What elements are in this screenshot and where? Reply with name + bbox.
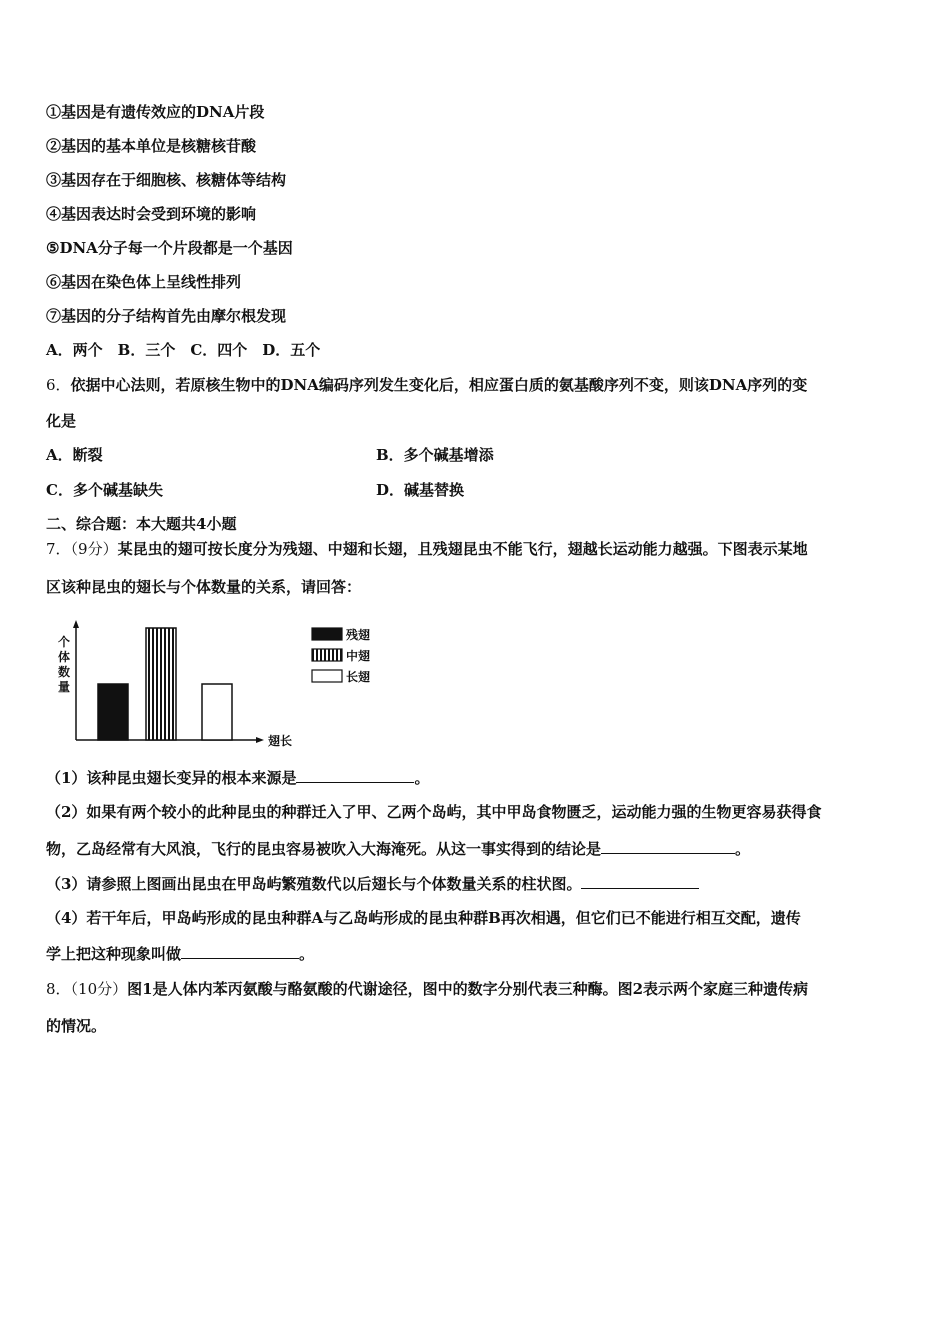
statement-7: ⑦基因的分子结构首先由摩尔根发现 (46, 307, 287, 325)
q6-option-d: D．碱基替换 (376, 481, 465, 499)
q6-option-c: C．多个碱基缺失 (46, 481, 163, 499)
legend-label-2: 中翅 (346, 649, 371, 663)
q7-sub2-line1: （2）如果有两个较小的此种昆虫的种群迁入了甲、乙两个岛屿，其中甲岛食物匮乏，运动能力强的生物更容易获得食 (46, 803, 822, 821)
legend-swatch-1 (312, 628, 342, 640)
q7-stem-line2: 区该种昆虫的翅长与个体数量的关系，请回答： (46, 578, 362, 596)
q7-number: 7． (46, 540, 71, 558)
q6-number: 6． (46, 376, 71, 394)
q6-stem-line1 (46, 375, 807, 395)
q7-sub1-text: （1）该种昆虫翅长变异的根本来源是 (46, 769, 297, 787)
wing-length-chart-svg (52, 614, 392, 754)
q7-stem-line1 (46, 539, 808, 559)
legend-swatch-3 (312, 670, 342, 682)
q7-score: （9分） (70, 540, 118, 558)
bar-1 (98, 684, 128, 740)
q7-sub3-text: （3）请参照上图画出昆虫在甲岛屿繁殖数代以后翅长与个体数量关系的柱状图。 (46, 875, 582, 893)
q7-sub4-line1: （4）若干年后，甲岛屿形成的昆虫种群A与乙岛屿形成的昆虫种群B再次相遇，但它们已不能进行相互交配，遗传 (46, 909, 801, 927)
q7-sub2-line2 (46, 839, 750, 859)
q8-stem-text: 图1是人体内苯丙氨酸与酪氨酸的代谢途径，图中的数字分别代表三种酶。图2表示两个家庭三种遗传病 (127, 980, 809, 998)
q7-sub4-text: 学上把这种现象叫做 (46, 945, 182, 963)
q7-stem-text: 某昆虫的翅可按长度分为残翅、中翅和长翅，且残翅昆虫不能飞行，翅越长运动能力越强。下图表示某地 (117, 540, 808, 558)
q6-option-a: A．断裂 (46, 446, 103, 464)
x-axis-arrow (256, 737, 264, 743)
statement-5: ⑤DNA分子每一个片段都是一个基因 (46, 239, 293, 257)
q7-sub1 (46, 768, 429, 788)
q7-sub1-answer-blank[interactable] (296, 768, 414, 783)
q7-sub2-end: 。 (735, 840, 751, 858)
q5-options: A．两个 B．三个 C．四个 D．五个 (46, 341, 321, 359)
q8-stem-line1 (46, 979, 808, 999)
q8-stem-line2: 的情况。 (46, 1017, 107, 1035)
y-axis-arrow (73, 620, 79, 628)
q7-sub2-answer-blank[interactable] (601, 839, 735, 854)
statement-6: ⑥基因在染色体上呈线性排列 (46, 273, 242, 291)
q7-sub2-text: 物，乙岛经常有大风浪，飞行的昆虫容易被吹入大海淹死。从这一事实得到的结论是 (46, 840, 602, 858)
statement-2: ②基因的基本单位是核糖核苷酸 (46, 137, 257, 155)
q6-stem-text: 依据中心法则，若原核生物中的DNA编码序列发生变化后，相应蛋白质的氨基酸序列不变，则该DNA序列的变 (70, 376, 808, 394)
q7-sub1-end: 。 (414, 769, 430, 787)
legend-label-1: 残翅 (346, 628, 371, 642)
statement-3: ③基因存在于细胞核、核糖体等结构 (46, 171, 287, 189)
q6-option-b: B．多个碱基增添 (376, 446, 494, 464)
q6-stem-line2: 化是 (46, 412, 77, 430)
x-axis-label: 翅长 (268, 734, 293, 748)
statement-4: ④基因表达时会受到环境的影响 (46, 205, 257, 223)
q8-score: （10分） (70, 980, 128, 998)
section2-title: 二、综合题：本大题共4小题 (46, 515, 237, 533)
statement-1: ①基因是有遗传效应的DNA片段 (46, 103, 265, 121)
legend-swatch-2 (312, 649, 342, 661)
q7-sub4-line2 (46, 944, 314, 964)
legend-label-3: 长翅 (346, 670, 371, 684)
q8-number: 8． (46, 980, 71, 998)
bar-2 (146, 628, 176, 740)
bar-3 (202, 684, 232, 740)
q7-sub4-answer-blank[interactable] (181, 944, 299, 959)
y-axis-label: 个体数量 (58, 635, 71, 694)
q7-sub3 (46, 874, 699, 894)
q7-sub3-answer-blank[interactable] (581, 874, 699, 889)
q7-sub4-end: 。 (299, 945, 315, 963)
wing-length-chart (52, 614, 392, 754)
